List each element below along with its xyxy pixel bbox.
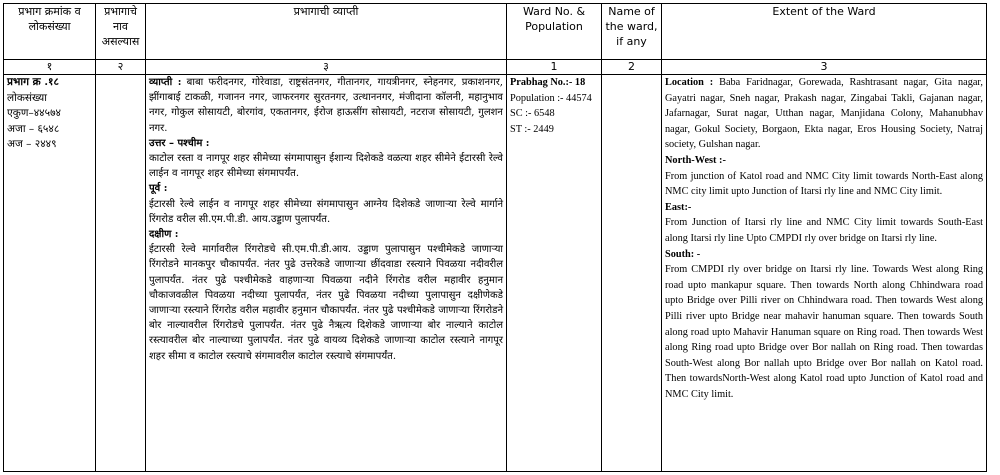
en-ward-name-cell <box>602 75 662 472</box>
mr-population-label: लोकसंख्या <box>7 91 47 104</box>
header-row <box>4 4 987 60</box>
en-east-label: East:- <box>665 201 692 213</box>
mr-ward-name-cell <box>96 75 146 472</box>
mr-population-st: अज – २४४९ <box>7 138 57 151</box>
en-south-text: From CMPDI rly over bridge on Itarsi rly line. Towards West along Ring road upto mankapur square. Then towards North along Chhindwara road upto Bridge over Pilli river on Chhindwara road. Then towards West along Pilli river upto Bridge near mahavir hanuman square. Then towards South along road upto Mahavir Hanuman square on Ring road. Then towards West along Ring road upto Bridge over Bor nallah on Ring road. Then towardas South-West along Bor nallah upto Bridge over Bor nallah on Katol road. Then towardsNorth-West along Katol road upto Junction of Katol road and NMC City limit. <box>665 264 983 400</box>
en-population: Population :- 44574 <box>510 92 592 104</box>
mr-ward-cell <box>4 75 96 472</box>
mr-east-text: ईटारसी रेल्वे लाईन व नागपूर शहर सीमेच्या संगमापासुन आग्नेय दिशेकडे जाणाऱ्या रेल्वे मार्गाने रिंगरोड वरील सी.एम.पी.डी. आय.उड्डाण पुलापर्यंत. <box>149 198 503 225</box>
header-en-ward-no: Ward No. & Population <box>507 4 602 60</box>
mr-population-sc: अजा – ६५४८ <box>7 122 60 135</box>
mr-location-label: व्याप्ती : <box>149 77 182 88</box>
en-population-sc: SC :- 6548 <box>510 108 555 120</box>
col-number-1-mr: १ <box>4 60 96 75</box>
mr-population-total: एकुण–४४५७४ <box>7 107 62 120</box>
mr-location <box>149 75 503 136</box>
ward-extent-table <box>3 3 987 472</box>
header-en-ward-name: Name of the ward, if any <box>602 4 662 60</box>
mr-location-text: बाबा फरीदनगर, गोरेवाडा, राष्ट्रसंतनगर, गीतानगर, गायत्रीनगर, स्नेहनगर, प्रकाशनगर, झींगाबाई टाकळी, गजानन नगर, जाफरनगर सुरतनगर, उत्थाननगर, मंजीदाना कॉलनी, महानुभाव नगर, गोकुल सोसायटी, बोरगांव, एकतानगर, ईरोज हाऊसींग सोसायटी, नटराज सोसायटी, गुलशन नगर. <box>149 77 503 134</box>
en-northwest-label: North-West :- <box>665 154 726 166</box>
mr-south-label: दक्षीण : <box>149 229 179 241</box>
en-location-text: Baba Faridnagar, Gorewada, Rashtrasant nagar, Gita nagar, Gayatri nagar, Sneh nagar, Prakash nagar, Zingabai Takli, Gajanan nagar, Jafarnagar, Surat nagar, Utthan nagar, Manjidana Colony, Mahanubhav nagar, Gokul Society, Borgaon, Ekta nagar, Eros Housing Society, Natraj society, Gulshan nagar. <box>665 77 983 151</box>
mr-northwest-text: काटोल रस्ता व नागपूर शहर सीमेच्या संगमापासुन ईशान्य दिशेकडे वळत्या शहर सीमेने ईटारसी रेल्वे लाईन व नागपूर शहर सीमेच्या संगमापर्यंत. <box>149 153 503 180</box>
col-number-2-mr: २ <box>96 60 146 75</box>
en-east-text: From Junction of Itarsi rly line and NMC City limit towards South-East along Itarsi rly line Upto CMPDI rly over bridge on Itarsi rly line. <box>665 217 983 244</box>
en-location <box>665 75 983 153</box>
header-mr-ward-name: प्रभागाचे नाव असल्यास <box>96 4 146 60</box>
column-number-row <box>4 60 987 75</box>
header-en-extent: Extent of the Ward <box>662 4 987 60</box>
mr-ward-title: प्रभाग क्र .१८ <box>7 76 59 88</box>
col-number-2-en: 2 <box>602 60 662 75</box>
ward-row <box>4 75 987 472</box>
mr-east-label: पूर्व : <box>149 183 168 195</box>
header-mr-ward-no: प्रभाग क्रमांक व लोकसंख्या <box>4 4 96 60</box>
mr-south-text: ईटारसी रेल्वे मार्गावरील रिंगरोडचे सी.एम.पी.डी.आय. उड्डाण पुलापासुन पश्चीमेकडे जाणाऱ्या रिंगरोडने मानकपुर चौकापर्यंत. नंतर पुढे उत्तरेकडे जाणाऱ्या छींदवाडा रस्त्याने पिवळया नदीवरील पुलापर्यंत. नंतर पुढे पश्चीमेकडे वाहणाऱ्या पिवळया नदीने रिंगरोड वरील महावीर हनुमान चौकाजवळील पिवळया नदीच्या पुलापर्यंत, नंतर पुढे पिवळया नदीच्या पुलापासुन दक्षीणेकडे जाणाऱ्या रस्त्याने रिंगरोड वरील महावीर हनुमान चौकापर्यंत. नंतर पुढे पश्चीमेकडे जाणाऱ्या रिंगरोडने बोर नाल्यावरील रिंगरोडचे पुलापर्यंत. नंतर पुढे नैऋत्य दिशेकडे जाणाऱ्या बोर नाल्याने काटोल रस्त्यावरील बोर नाल्याच्या पुलापर्यंत. नंतर पुढे वायव्य दिशेकडे जाणाऱ्या काटोल रस्त्याने नागपूर शहर सीमा व काटोल रस्त्याचे संगमावरील काटोल रस्त्याचे संगमापर्यंत. <box>149 244 503 362</box>
en-south-label: South: - <box>665 248 701 260</box>
mr-extent-cell <box>146 75 507 472</box>
en-location-label: Location : <box>665 77 714 88</box>
en-extent-cell <box>662 75 987 472</box>
mr-northwest-label: उत्तर – पश्चीम : <box>149 137 210 149</box>
col-number-3-mr: ३ <box>146 60 507 75</box>
en-ward-title: Prabhag No.:- 18 <box>510 77 586 88</box>
header-mr-extent: प्रभागाची व्याप्ती <box>146 4 507 60</box>
col-number-1-en: 1 <box>507 60 602 75</box>
en-ward-cell <box>507 75 602 472</box>
col-number-3-en: 3 <box>662 60 987 75</box>
en-population-st: ST :- 2449 <box>510 123 554 135</box>
en-northwest-text: From junction of Katol road and NMC City limit towards North-East along NMC city limit upto Junction of Itarsi rly line and NMC City limit. <box>665 170 983 198</box>
